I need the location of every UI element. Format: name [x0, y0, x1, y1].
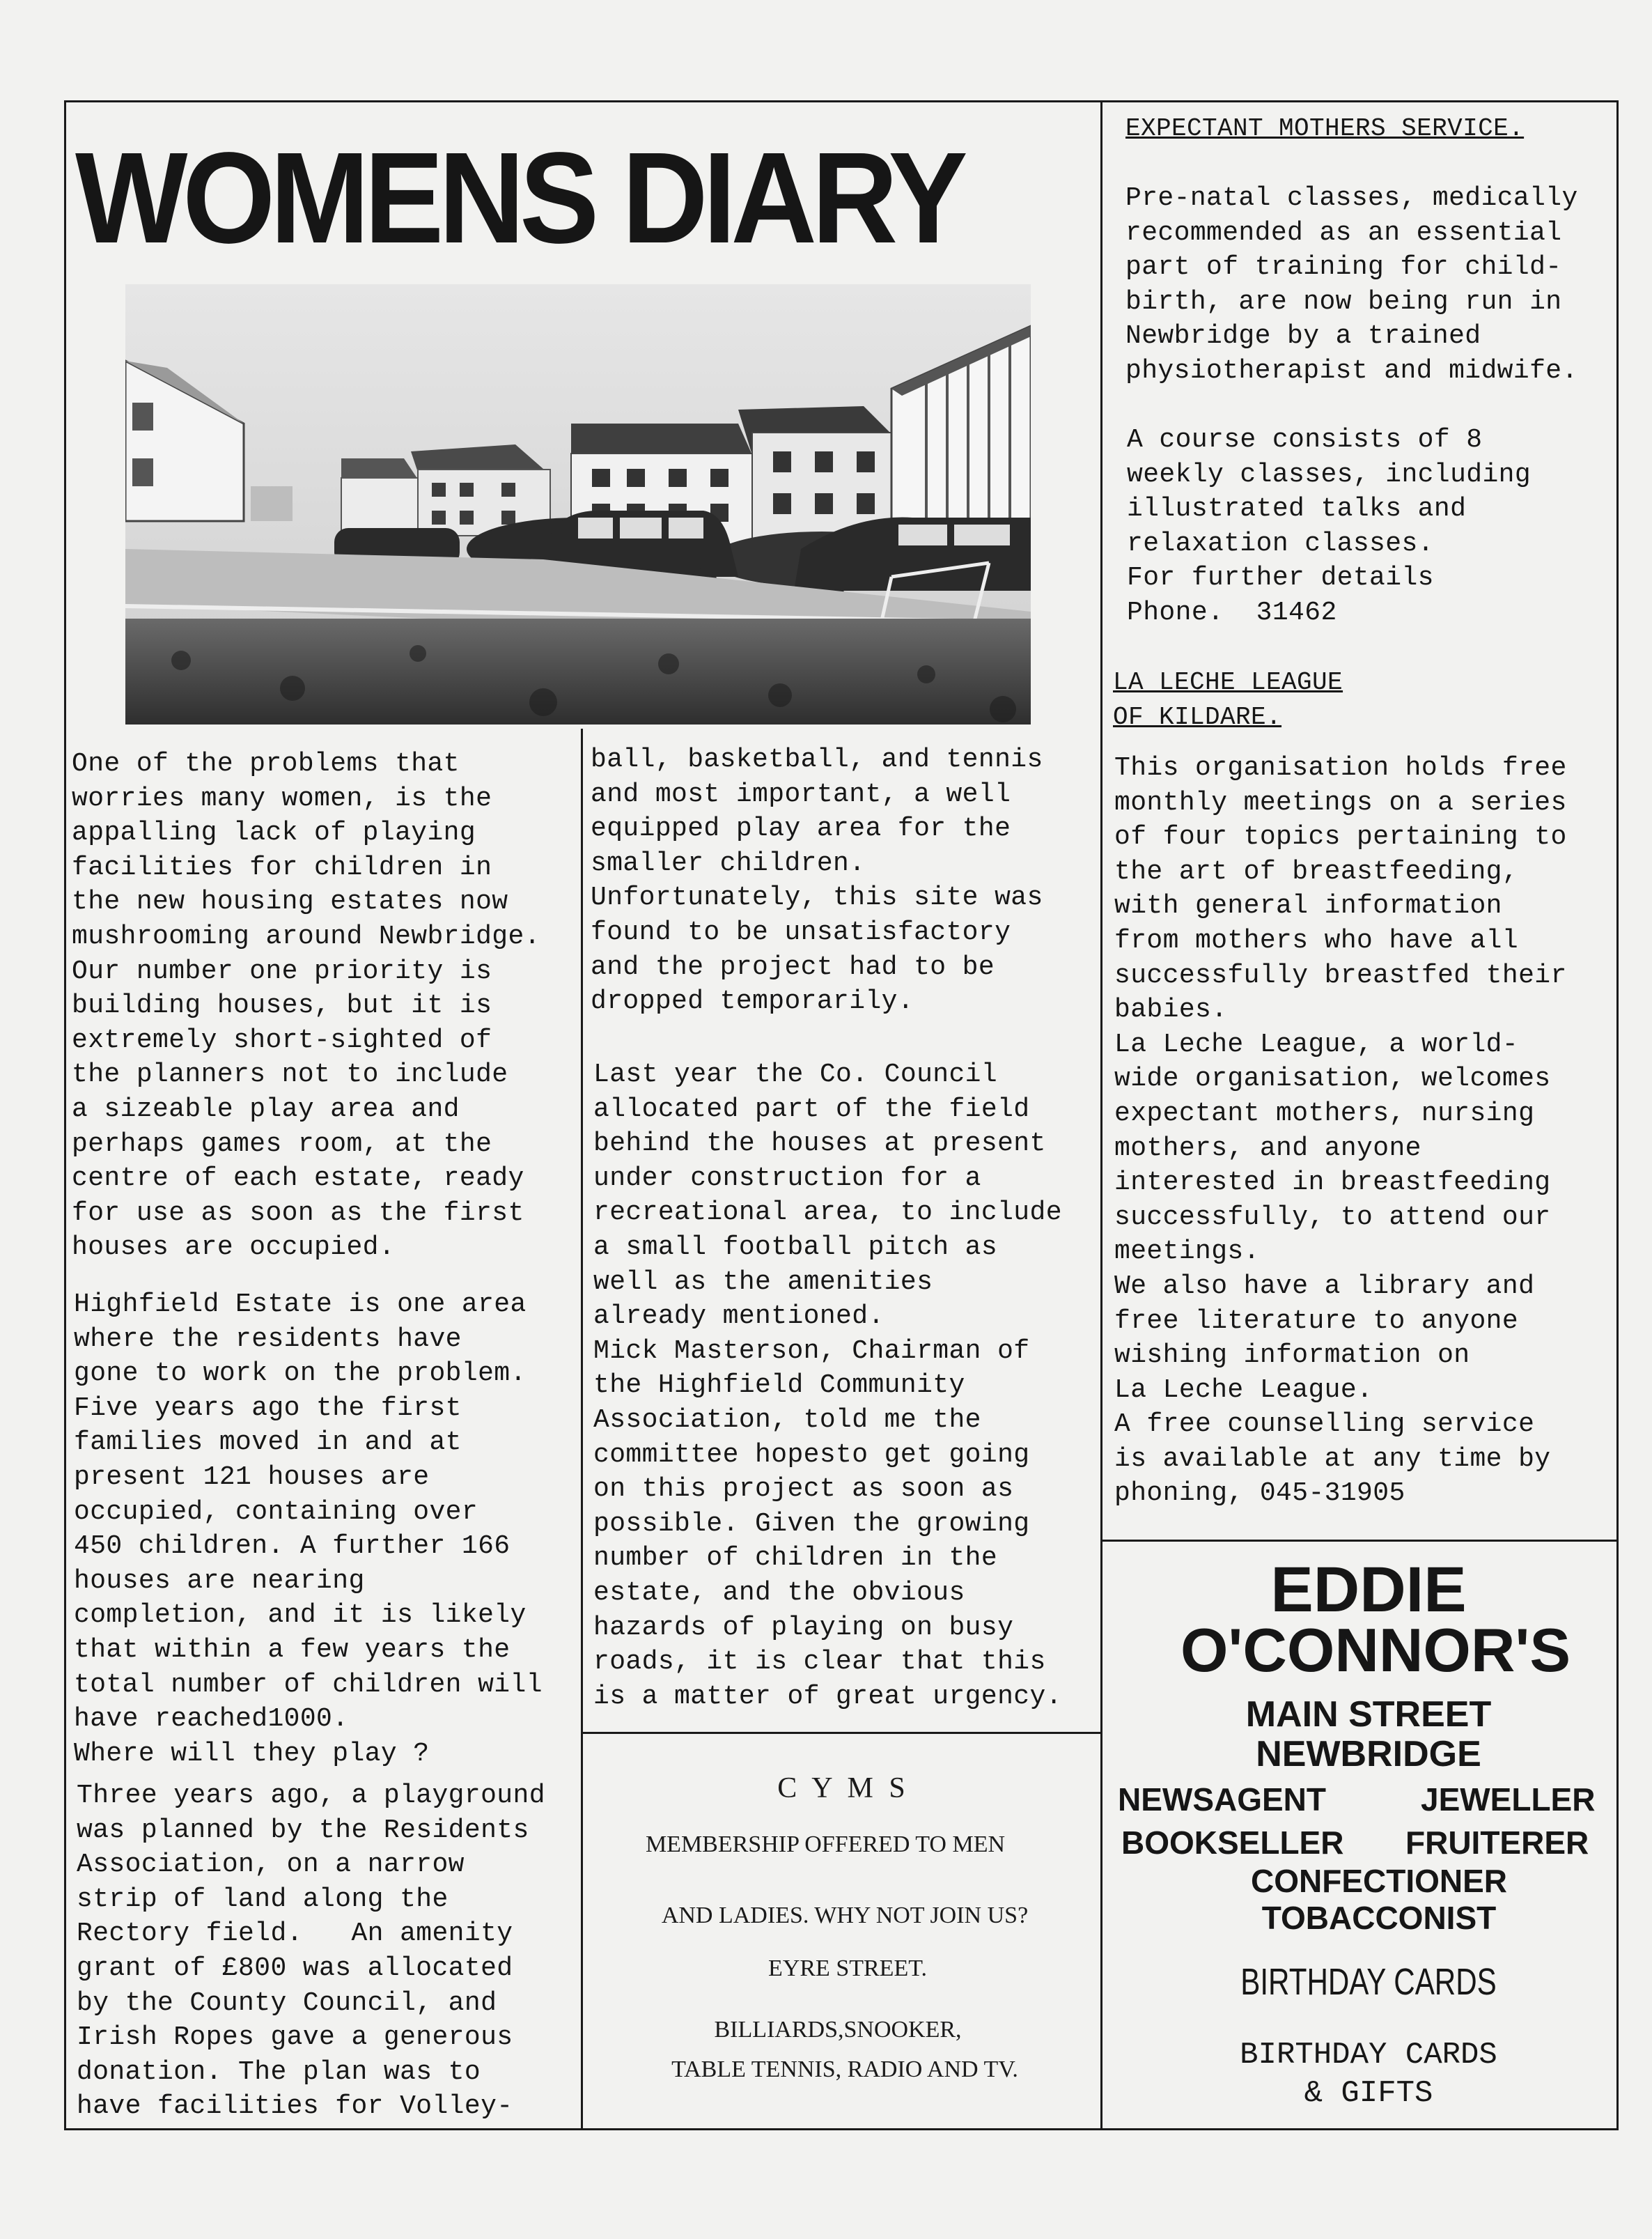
housing-estate-photo [125, 284, 1031, 725]
advert-town: NEWBRIDGE [1256, 1734, 1481, 1774]
advert-tobacconist: TOBACCONIST [1261, 1900, 1497, 1936]
leche-heading: LA LECHE LEAGUE OF KILDARE. [1113, 668, 1343, 731]
advert-gifts-line2: & GIFTS [1304, 2076, 1433, 2111]
article-col1-para3: Three years ago, a playground was planned by the Residents Association, on a narrow strip of land along the Rectory field. An amenity grant of £800 was allocated by the County Council, and Irish Ropes gave a generous donation. The plan was to have facilities for Volley- [77, 1781, 545, 2122]
article-col2-para1: ball, basketball, and tennis and most important, a well equipped play area for the smaller children. Unfortunately, this site was found to be unsatisfactory and the project had to be dropped temporarily. [591, 745, 1043, 1017]
cyms-line5: TABLE TENNIS, RADIO AND TV. [671, 2056, 1018, 2082]
advert-name2: O'CONNOR'S [1180, 1616, 1571, 1684]
advert-confectioner: CONFECTIONER [1251, 1863, 1507, 1899]
article-col1-para2: Highfield Estate is one area where the residents have gone to work on the problem. Five years ago the first families moved in and at present 121 houses are occupied, containing over 450 children. A further 166 houses are nearing completion, and it is likely that within a few years the total number of children will have reached1000. Where will they play ? [74, 1289, 543, 1769]
page-title: WOMENS DIARY [75, 126, 963, 270]
cyms-line3: EYRE STREET. [768, 1955, 927, 1981]
advert-fruiterer: FRUITERER [1405, 1824, 1589, 1861]
advert-newsagent: NEWSAGENT [1118, 1781, 1326, 1818]
advert-name1: EDDIE [1270, 1554, 1467, 1625]
article-col2-para2: Last year the Co. Council allocated part of the field behind the houses at present under construction for a recreational area, to include a small football pitch as well as the amenities already mentioned. Mick Masterson, Chairman of the Highfield Community Association, told me the committee hopesto get going on this project as soon as possible. Given the growing number of children in the estate, and the obvious hazards of playing on busy roads, it is clear that this is a matter of great urgency. [593, 1060, 1062, 1712]
cyms-line2: AND LADIES. WHY NOT JOIN US? [661, 1903, 1029, 1928]
cyms-title: C Y M S [777, 1772, 910, 1804]
leche-bottom-rule [1102, 1540, 1619, 1542]
advert-street: MAIN STREET [1245, 1694, 1492, 1735]
cyms-line4: BILLIARDS,SNOOKER, [714, 2017, 962, 2043]
column-divider-middle [581, 729, 583, 2130]
cyms-box-top-rule [581, 1732, 1102, 1734]
advert-birthday-cards: BIRTHDAY CARDS [1240, 1961, 1497, 2003]
expectant-para2: A course consists of 8 weekly classes, including illustrated talks and relaxation classes. For further details Phone. 31462 [1127, 425, 1532, 628]
leche-body: This organisation holds free monthly meetings on a series of four topics pertaining to the art of breastfeeding, with general information from mothers who have all successfully breastfed their babies. La Leche League, a world- wide organisation, welcomes expectant mothers, nursing mothers, and anyone interested in breastfeeding successfully, to attend our meetings. We also have a library and free literature to anyone wishing information on La Leche League. A free counselling service is available at any time by phoning, 045-31905 [1114, 753, 1567, 1509]
article-col1-para1: One of the problems that worries many women, is the appalling lack of playing facilities for children in the new housing estates now mushrooming around Newbridge. Our number one priority is building houses, but it is extremely short-sighted of the planners not to include a sizeable play area and perhaps games room, at the centre of each estate, ready for use as soon as the first houses are occupied. [72, 749, 540, 1263]
cyms-line1: MEMBERSHIP OFFERED TO MEN [645, 1831, 1006, 1857]
advert-bookseller: BOOKSELLER [1121, 1824, 1344, 1861]
expectant-heading: EXPECTANT MOTHERS SERVICE. [1125, 114, 1525, 143]
expectant-para1: Pre-natal classes, medically recommended as an essential part of training for child- birth, are now being run in Newbridge by a trained physiotherapist and midwife. [1125, 183, 1578, 386]
advert-gifts-line1: BIRTHDAY CARDS [1240, 2038, 1497, 2073]
column-divider-right [1100, 100, 1102, 2130]
advert-jeweller: JEWELLER [1421, 1781, 1596, 1818]
